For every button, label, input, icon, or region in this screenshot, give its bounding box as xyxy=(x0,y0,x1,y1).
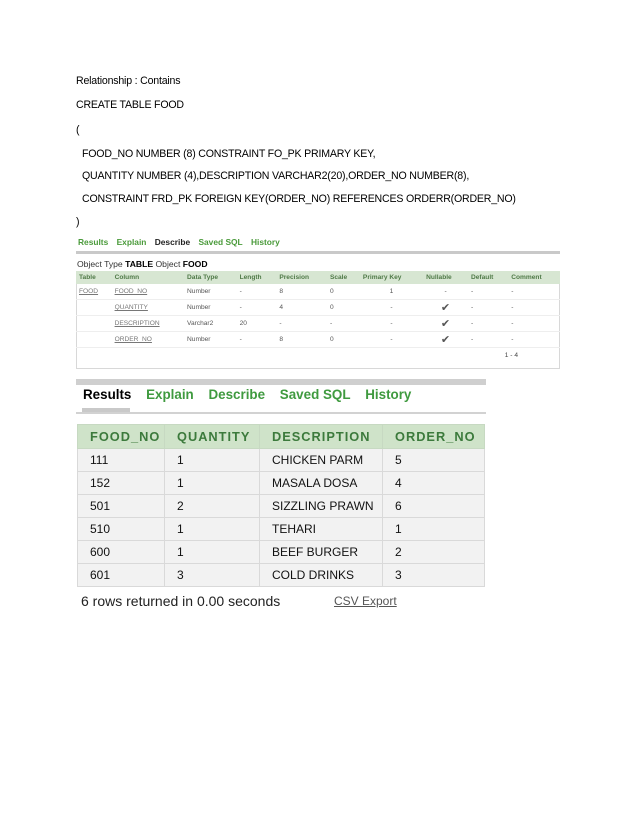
cell: 8 xyxy=(276,332,327,348)
nullable-check-icon: ✔ xyxy=(423,300,468,316)
cell: - xyxy=(237,332,277,348)
col-header-order-no: ORDER_NO xyxy=(383,425,485,449)
tab-history[interactable]: History xyxy=(250,237,280,247)
cell: Number xyxy=(184,300,237,316)
cell: 1 xyxy=(360,284,423,300)
results-tab-bar xyxy=(83,387,422,402)
tab-history[interactable]: History xyxy=(365,387,412,402)
cell: - xyxy=(468,300,508,316)
describe-panel xyxy=(76,237,560,369)
col-header-precision: Precision xyxy=(276,271,327,284)
tab-explain[interactable]: Explain xyxy=(116,237,147,247)
table-row xyxy=(76,300,560,316)
cell: MASALA DOSA xyxy=(260,472,383,495)
csv-export-link[interactable]: CSV Export xyxy=(334,594,397,608)
cell: 2 xyxy=(165,495,260,518)
object-label: Object xyxy=(155,259,181,269)
cell: - xyxy=(360,332,423,348)
cell: 111 xyxy=(78,449,165,472)
cell: - xyxy=(327,316,360,332)
constraint-line: CONSTRAINT FRD_PK FOREIGN KEY(ORDER_NO) REFERENCES ORDERR(ORDER_NO) xyxy=(82,193,516,205)
pagination-label: 1 - 4 xyxy=(504,352,518,359)
col-header-quantity: QUANTITY xyxy=(165,425,260,449)
table-row xyxy=(76,316,560,332)
cell: - xyxy=(468,332,508,348)
cell: 1 xyxy=(383,518,485,541)
cell: - xyxy=(237,284,277,300)
tab-describe[interactable]: Describe xyxy=(208,387,266,402)
tab-divider xyxy=(76,251,560,254)
col-header-table: Table xyxy=(76,271,112,284)
cell: - xyxy=(360,300,423,316)
cell: - xyxy=(276,316,327,332)
cell: 20 xyxy=(237,316,277,332)
tab-results[interactable]: Results xyxy=(78,237,109,247)
table-link[interactable]: FOOD xyxy=(76,284,112,300)
cell: - xyxy=(508,284,560,300)
cell: Number xyxy=(184,332,237,348)
table-row xyxy=(76,332,560,348)
col-header-default: Default xyxy=(468,271,508,284)
cell: Number xyxy=(184,284,237,300)
nullable-check-icon: ✔ xyxy=(423,332,468,348)
col-header-description: DESCRIPTION xyxy=(260,425,383,449)
column-link[interactable]: QUANTITY xyxy=(112,300,184,316)
cell: Varchar2 xyxy=(184,316,237,332)
table-row xyxy=(78,518,485,541)
relationship-line: Relationship : Contains xyxy=(76,75,181,87)
cell: 1 xyxy=(165,518,260,541)
describe-header-row xyxy=(76,271,560,284)
tab-describe[interactable]: Describe xyxy=(154,237,191,247)
cell: 3 xyxy=(383,564,485,587)
cell: 5 xyxy=(383,449,485,472)
cell xyxy=(76,316,112,332)
cell: 1 xyxy=(165,472,260,495)
cell: 0 xyxy=(327,332,360,348)
cell: - xyxy=(360,316,423,332)
cell: 510 xyxy=(78,518,165,541)
cell: BEEF BURGER xyxy=(260,541,383,564)
results-top-bar xyxy=(76,379,486,385)
cell: - xyxy=(237,300,277,316)
col-header-nullable: Nullable xyxy=(423,271,468,284)
cell: - xyxy=(508,316,560,332)
cell: - xyxy=(423,284,468,300)
table-row xyxy=(78,541,485,564)
column-link[interactable]: FOOD_NO xyxy=(112,284,184,300)
create-table-line: CREATE TABLE FOOD xyxy=(76,99,184,111)
tab-saved-sql[interactable]: Saved SQL xyxy=(279,387,351,402)
col-header-food-no: FOOD_NO xyxy=(78,425,165,449)
tab-explain[interactable]: Explain xyxy=(146,387,194,402)
cell: 600 xyxy=(78,541,165,564)
column-def-line-2: QUANTITY NUMBER (4),DESCRIPTION VARCHAR2(20),ORDER_NO NUMBER(8), xyxy=(82,170,470,182)
cell xyxy=(76,332,112,348)
col-header-length: Length xyxy=(237,271,277,284)
nullable-check-icon: ✔ xyxy=(423,316,468,332)
col-header-scale: Scale xyxy=(327,271,360,284)
col-header-comment: Comment xyxy=(508,271,560,284)
cell: CHICKEN PARM xyxy=(260,449,383,472)
cell: 1 xyxy=(165,449,260,472)
tab-divider xyxy=(76,412,486,414)
cell: 0 xyxy=(327,300,360,316)
describe-tab-bar xyxy=(78,237,286,249)
col-header-column: Column xyxy=(112,271,184,284)
cell: - xyxy=(468,284,508,300)
object-value: FOOD xyxy=(182,259,208,269)
col-header-primary-key: Primary Key xyxy=(360,271,423,284)
column-link[interactable]: ORDER_NO xyxy=(112,332,184,348)
col-header-data-type: Data Type xyxy=(184,271,237,284)
cell: 1 xyxy=(165,541,260,564)
results-header-row xyxy=(78,425,485,449)
table-row xyxy=(78,564,485,587)
table-row xyxy=(78,449,485,472)
describe-table xyxy=(76,271,560,348)
cell: 8 xyxy=(276,284,327,300)
tab-results[interactable]: Results xyxy=(83,387,132,402)
cell: 4 xyxy=(276,300,327,316)
close-paren-line: ) xyxy=(76,216,80,228)
rows-returned-status: 6 rows returned in 0.00 seconds xyxy=(81,593,281,609)
table-row xyxy=(76,284,560,300)
cell: 152 xyxy=(78,472,165,495)
cell: 2 xyxy=(383,541,485,564)
object-type-line xyxy=(77,259,208,269)
object-type-value: TABLE xyxy=(125,259,154,269)
table-row xyxy=(78,495,485,518)
column-link[interactable]: DESCRIPTION xyxy=(112,316,184,332)
tab-saved-sql[interactable]: Saved SQL xyxy=(198,237,243,247)
cell xyxy=(76,300,112,316)
results-table xyxy=(77,424,485,587)
cell: COLD DRINKS xyxy=(260,564,383,587)
cell: 3 xyxy=(165,564,260,587)
cell: - xyxy=(508,332,560,348)
cell: 6 xyxy=(383,495,485,518)
open-paren-line: ( xyxy=(76,124,80,136)
results-panel xyxy=(76,379,486,609)
column-def-line-1: FOOD_NO NUMBER (8) CONSTRAINT FO_PK PRIMARY KEY, xyxy=(82,148,376,160)
table-row xyxy=(78,472,485,495)
object-type-label: Object Type xyxy=(77,259,123,269)
cell: TEHARI xyxy=(260,518,383,541)
cell: 601 xyxy=(78,564,165,587)
cell: 0 xyxy=(327,284,360,300)
cell: - xyxy=(508,300,560,316)
cell: 4 xyxy=(383,472,485,495)
cell: - xyxy=(468,316,508,332)
cell: SIZZLING PRAWN xyxy=(260,495,383,518)
cell: 501 xyxy=(78,495,165,518)
